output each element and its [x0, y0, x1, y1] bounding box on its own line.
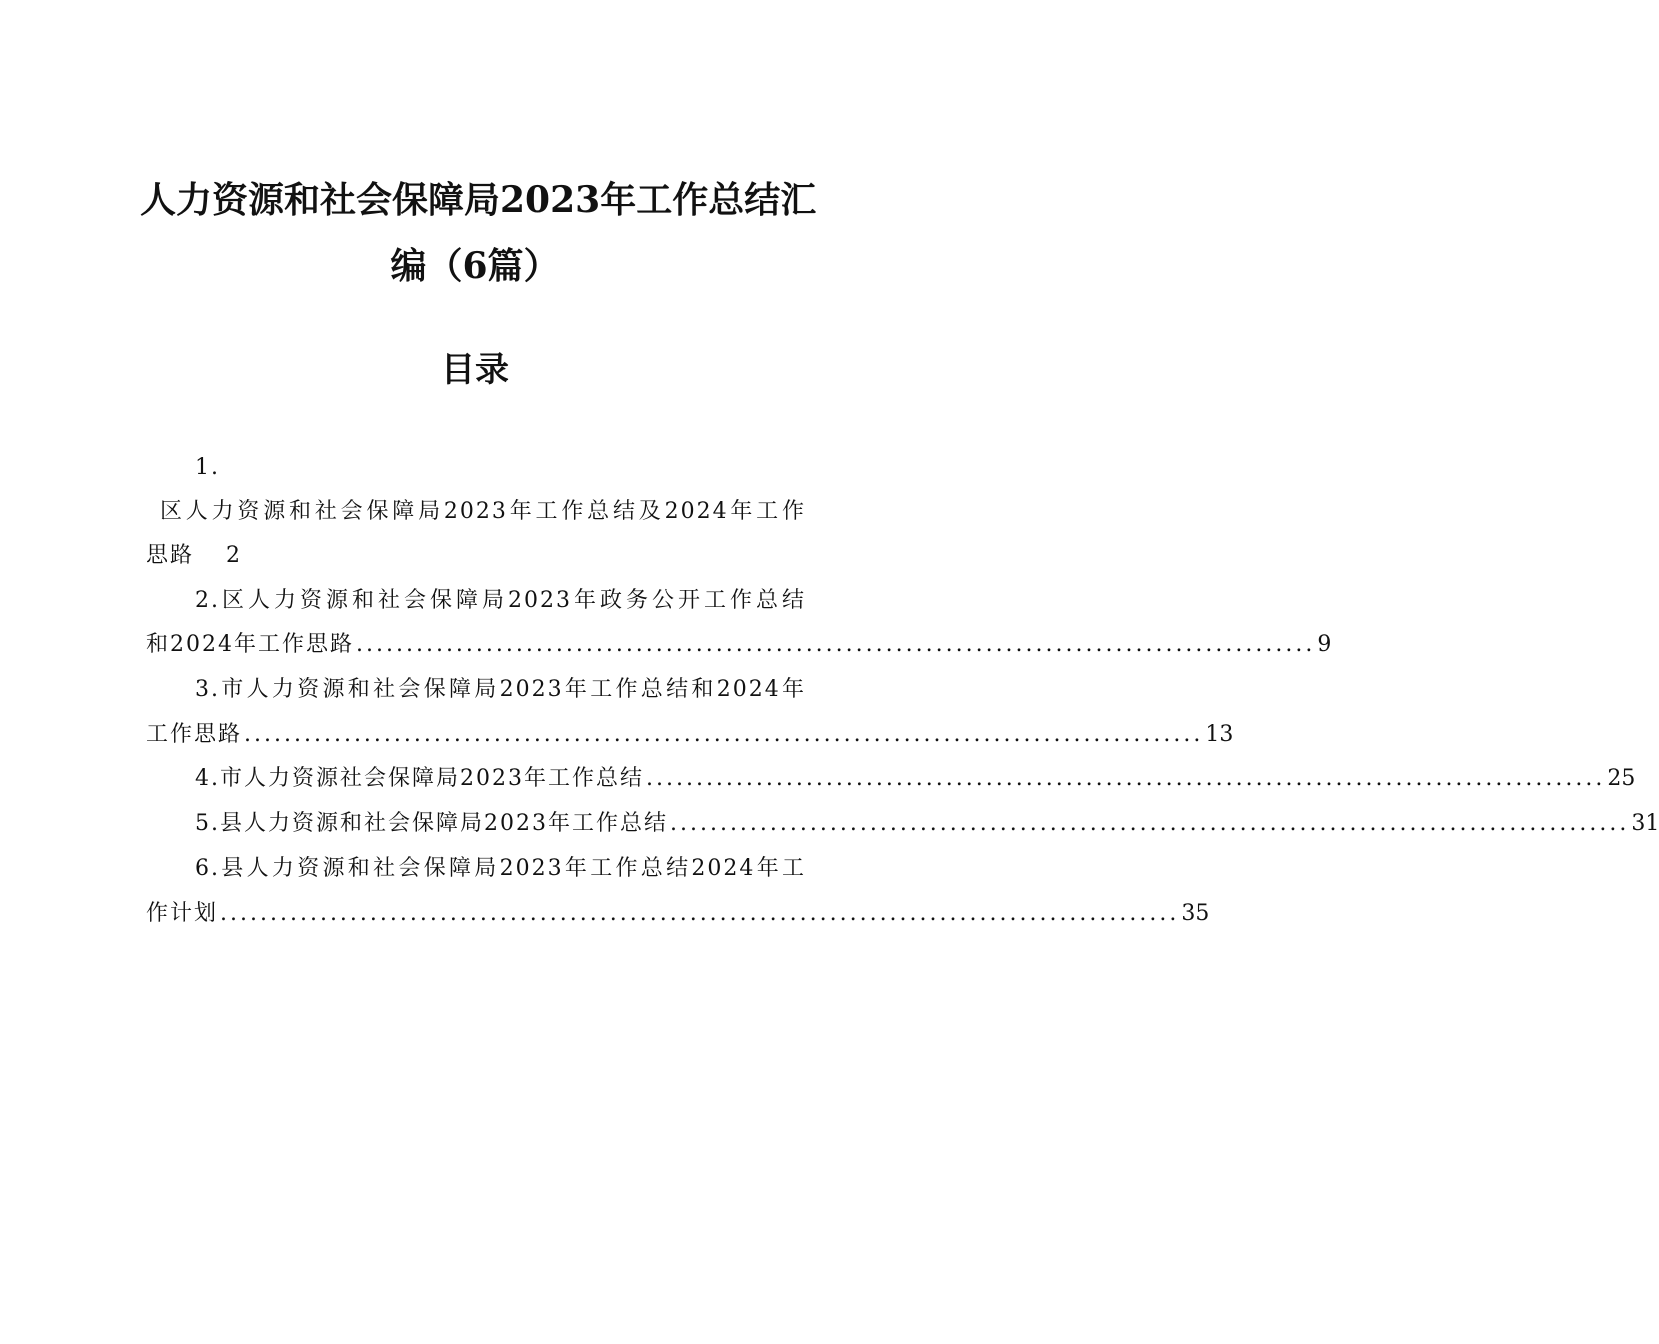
toc-item-3-text: 工作思路: [146, 722, 243, 747]
toc-item-4-text: 4.市人力资源社会保障局2023年工作总结: [195, 766, 644, 791]
toc-item-2-page: 9: [1317, 632, 1332, 657]
toc-heading: 目录: [441, 350, 509, 390]
toc-item-2-line-2[interactable]: [146, 630, 1332, 660]
toc-item-4-leader: ................................................................................................: [645, 766, 1606, 791]
toc-item-3-page: 13: [1205, 722, 1234, 747]
toc-item-5-page: 31: [1631, 811, 1659, 836]
toc-item-1-text: 思路: [146, 543, 195, 568]
toc-item-6-line-2[interactable]: [146, 899, 1210, 929]
toc-item-1-page: 2: [226, 543, 243, 568]
toc-item-6-text: 作计划: [146, 901, 219, 926]
toc-item-2-leader: ................................................................................................: [356, 632, 1316, 657]
toc-item-5-leader: ................................................................................................: [669, 811, 1630, 836]
toc-item-4[interactable]: [195, 764, 1636, 794]
toc-item-3-line-1[interactable]: 3.市人力资源和社会保障局2023年工作总结和2024年: [195, 677, 806, 702]
toc-item-6-line-1[interactable]: 6.县人力资源和社会保障局2023年工作总结2024年工: [195, 856, 806, 881]
toc-item-1-number[interactable]: 1.: [195, 455, 220, 480]
toc-item-6-page: 35: [1181, 901, 1210, 926]
toc-item-1-line-1[interactable]: 区人力资源和社会保障局2023年工作总结及2024年工作: [160, 499, 806, 524]
toc-item-2-text: 和2024年工作思路: [146, 632, 354, 657]
toc-item-4-page: 25: [1607, 766, 1636, 791]
toc-item-3-leader: ................................................................................................: [244, 722, 1204, 747]
toc-item-5-text: 5.县人力资源和社会保障局2023年工作总结: [195, 811, 668, 836]
toc-item-6-leader: ................................................................................................: [220, 901, 1180, 926]
document-title-line-2: 编（6篇）: [390, 245, 560, 287]
toc-item-1-line-2[interactable]: [146, 541, 806, 571]
toc-item-2-line-1[interactable]: 2.区人力资源和社会保障局2023年政务公开工作总结: [195, 588, 806, 613]
toc-item-3-line-2[interactable]: [146, 720, 1234, 750]
toc-item-5[interactable]: [195, 809, 1659, 839]
document-title-line-1: 人力资源和社会保障局2023年工作总结汇: [140, 179, 817, 221]
